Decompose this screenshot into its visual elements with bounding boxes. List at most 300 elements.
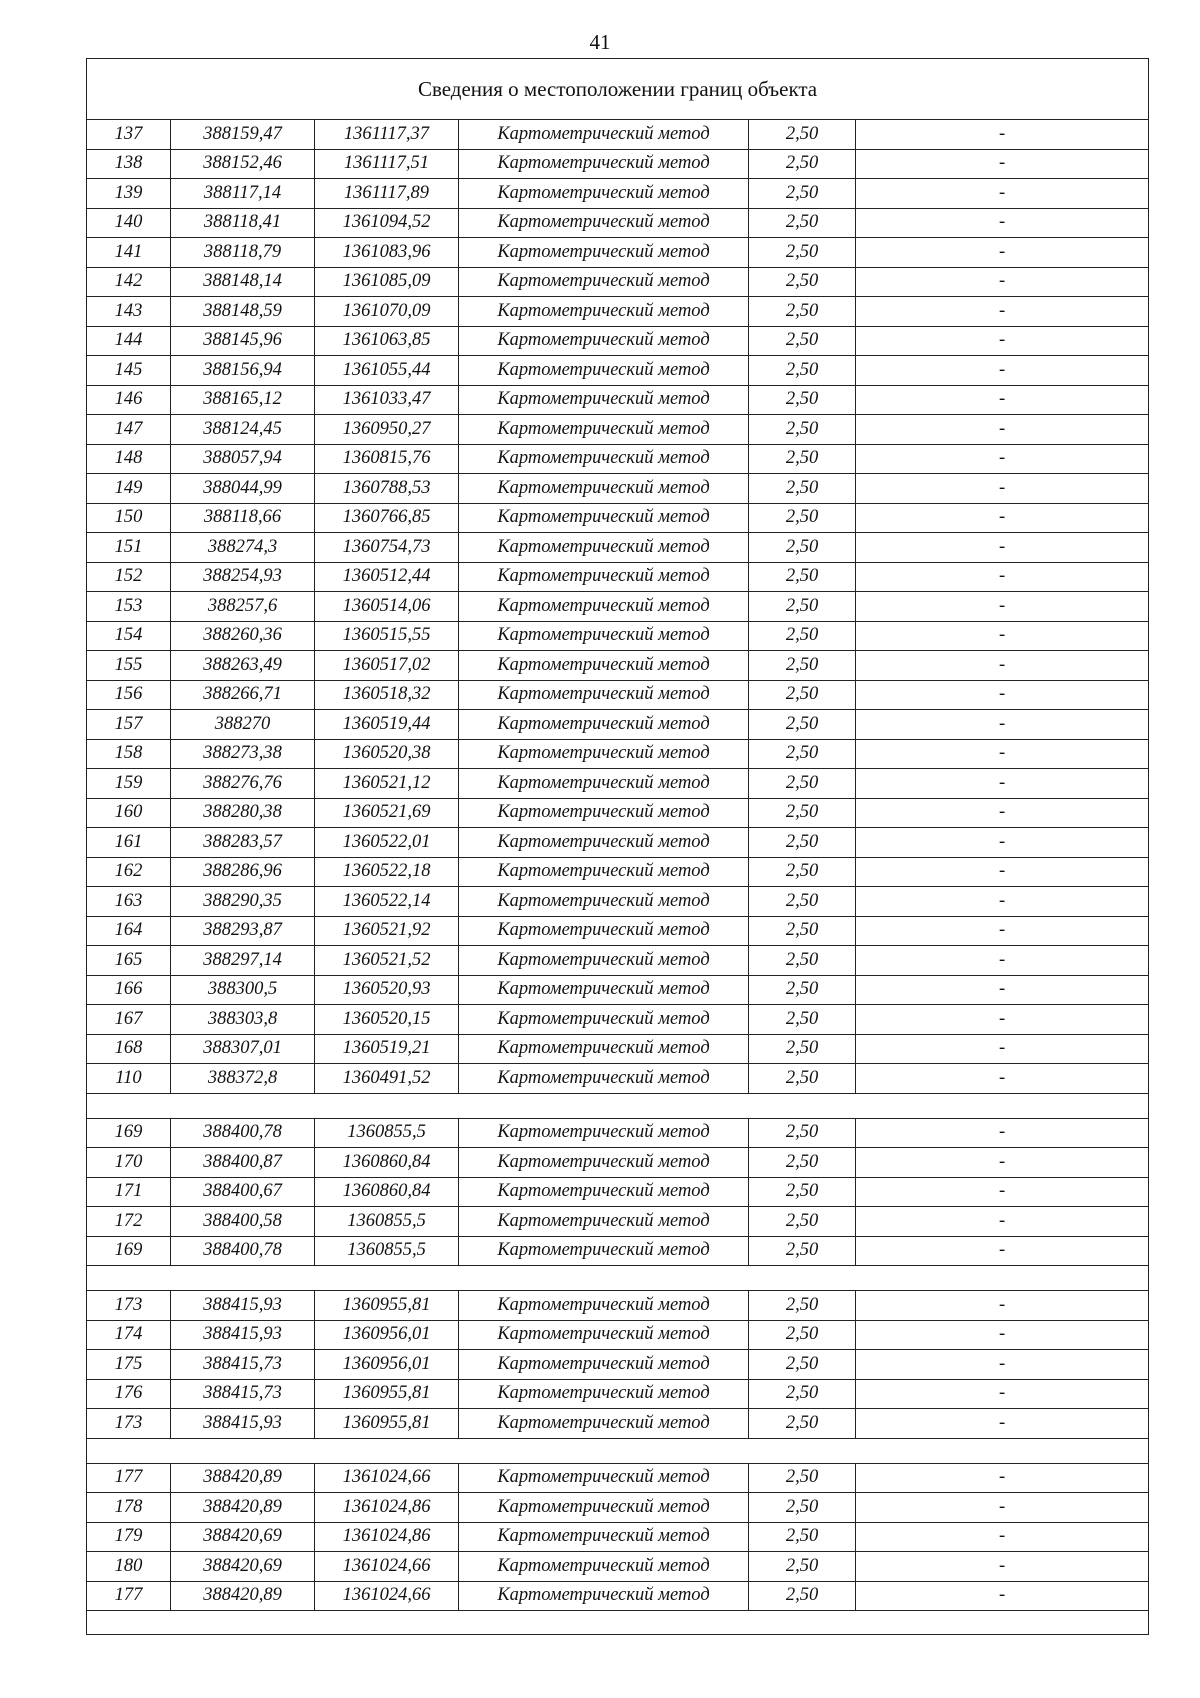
method-cell: Картометрический метод xyxy=(459,1291,749,1321)
description-cell: - xyxy=(856,1581,1149,1611)
table-row xyxy=(87,739,1149,769)
accuracy-cell: 2,50 xyxy=(749,1320,856,1350)
x-coordinate-cell: 388420,69 xyxy=(171,1552,315,1582)
description-cell: - xyxy=(856,857,1149,887)
point-number-cell: 173 xyxy=(87,1291,171,1321)
point-number-cell: 177 xyxy=(87,1463,171,1493)
x-coordinate-cell: 388118,41 xyxy=(171,208,315,238)
y-coordinate-cell: 1360955,81 xyxy=(315,1379,459,1409)
description-cell: - xyxy=(856,356,1149,386)
y-coordinate-cell: 1360955,81 xyxy=(315,1291,459,1321)
method-cell: Картометрический метод xyxy=(459,680,749,710)
x-coordinate-cell: 388420,69 xyxy=(171,1522,315,1552)
accuracy-cell: 2,50 xyxy=(749,1064,856,1094)
point-number-cell: 169 xyxy=(87,1236,171,1266)
description-cell: - xyxy=(856,1463,1149,1493)
accuracy-cell: 2,50 xyxy=(749,1034,856,1064)
point-number-cell: 151 xyxy=(87,533,171,563)
description-cell: - xyxy=(856,1005,1149,1035)
x-coordinate-cell: 388280,38 xyxy=(171,798,315,828)
description-cell: - xyxy=(856,503,1149,533)
method-cell: Картометрический метод xyxy=(459,208,749,238)
point-number-cell: 168 xyxy=(87,1034,171,1064)
table-row xyxy=(87,1522,1149,1552)
x-coordinate-cell: 388260,36 xyxy=(171,621,315,651)
method-cell: Картометрический метод xyxy=(459,1064,749,1094)
method-cell: Картометрический метод xyxy=(459,1207,749,1237)
method-cell: Картометрический метод xyxy=(459,415,749,445)
method-cell: Картометрический метод xyxy=(459,238,749,268)
y-coordinate-cell: 1361083,96 xyxy=(315,238,459,268)
description-cell: - xyxy=(856,1207,1149,1237)
description-cell: - xyxy=(856,1522,1149,1552)
y-coordinate-cell: 1360860,84 xyxy=(315,1177,459,1207)
y-coordinate-cell: 1361094,52 xyxy=(315,208,459,238)
description-cell: - xyxy=(856,1064,1149,1094)
table-body xyxy=(87,59,1149,1635)
separator-cell xyxy=(87,1266,1149,1291)
table-row xyxy=(87,1118,1149,1148)
table-row xyxy=(87,474,1149,504)
accuracy-cell: 2,50 xyxy=(749,415,856,445)
point-number-cell: 153 xyxy=(87,592,171,622)
y-coordinate-cell: 1361117,37 xyxy=(315,120,459,150)
y-coordinate-cell: 1360520,38 xyxy=(315,739,459,769)
x-coordinate-cell: 388145,96 xyxy=(171,326,315,356)
accuracy-cell: 2,50 xyxy=(749,710,856,740)
method-cell: Картометрический метод xyxy=(459,828,749,858)
description-cell: - xyxy=(856,798,1149,828)
description-cell: - xyxy=(856,562,1149,592)
method-cell: Картометрический метод xyxy=(459,1350,749,1380)
method-cell: Картометрический метод xyxy=(459,533,749,563)
x-coordinate-cell: 388044,99 xyxy=(171,474,315,504)
x-coordinate-cell: 388293,87 xyxy=(171,916,315,946)
accuracy-cell: 2,50 xyxy=(749,975,856,1005)
accuracy-cell: 2,50 xyxy=(749,828,856,858)
group-separator-row xyxy=(87,1438,1149,1463)
point-number-cell: 154 xyxy=(87,621,171,651)
accuracy-cell: 2,50 xyxy=(749,1409,856,1439)
group-separator-row xyxy=(87,1266,1149,1291)
x-coordinate-cell: 388286,96 xyxy=(171,857,315,887)
table-row xyxy=(87,120,1149,150)
y-coordinate-cell: 1360950,27 xyxy=(315,415,459,445)
table-row xyxy=(87,326,1149,356)
y-coordinate-cell: 1361055,44 xyxy=(315,356,459,386)
method-cell: Картометрический метод xyxy=(459,1118,749,1148)
y-coordinate-cell: 1361024,66 xyxy=(315,1581,459,1611)
table-row xyxy=(87,356,1149,386)
accuracy-cell: 2,50 xyxy=(749,179,856,209)
point-number-cell: 160 xyxy=(87,798,171,828)
method-cell: Картометрический метод xyxy=(459,1552,749,1582)
accuracy-cell: 2,50 xyxy=(749,592,856,622)
accuracy-cell: 2,50 xyxy=(749,562,856,592)
x-coordinate-cell: 388266,71 xyxy=(171,680,315,710)
method-cell: Картометрический метод xyxy=(459,592,749,622)
table-row xyxy=(87,710,1149,740)
x-coordinate-cell: 388057,94 xyxy=(171,444,315,474)
accuracy-cell: 2,50 xyxy=(749,1118,856,1148)
description-cell: - xyxy=(856,1236,1149,1266)
group-separator-row xyxy=(87,1611,1149,1635)
accuracy-cell: 2,50 xyxy=(749,1207,856,1237)
accuracy-cell: 2,50 xyxy=(749,326,856,356)
point-number-cell: 149 xyxy=(87,474,171,504)
point-number-cell: 146 xyxy=(87,385,171,415)
x-coordinate-cell: 388165,12 xyxy=(171,385,315,415)
point-number-cell: 164 xyxy=(87,916,171,946)
group-separator-row xyxy=(87,1093,1149,1118)
method-cell: Картометрический метод xyxy=(459,562,749,592)
method-cell: Картометрический метод xyxy=(459,474,749,504)
y-coordinate-cell: 1361024,66 xyxy=(315,1463,459,1493)
method-cell: Картометрический метод xyxy=(459,739,749,769)
description-cell: - xyxy=(856,1320,1149,1350)
point-number-cell: 174 xyxy=(87,1320,171,1350)
table-row xyxy=(87,798,1149,828)
x-coordinate-cell: 388148,59 xyxy=(171,297,315,327)
point-number-cell: 158 xyxy=(87,739,171,769)
x-coordinate-cell: 388307,01 xyxy=(171,1034,315,1064)
y-coordinate-cell: 1360520,15 xyxy=(315,1005,459,1035)
point-number-cell: 155 xyxy=(87,651,171,681)
page-number: 41 xyxy=(589,30,611,54)
description-cell: - xyxy=(856,946,1149,976)
table-row xyxy=(87,503,1149,533)
description-cell: - xyxy=(856,208,1149,238)
description-cell: - xyxy=(856,1552,1149,1582)
x-coordinate-cell: 388400,78 xyxy=(171,1118,315,1148)
method-cell: Картометрический метод xyxy=(459,798,749,828)
point-number-cell: 137 xyxy=(87,120,171,150)
accuracy-cell: 2,50 xyxy=(749,533,856,563)
accuracy-cell: 2,50 xyxy=(749,267,856,297)
accuracy-cell: 2,50 xyxy=(749,1552,856,1582)
point-number-cell: 142 xyxy=(87,267,171,297)
method-cell: Картометрический метод xyxy=(459,1581,749,1611)
method-cell: Картометрический метод xyxy=(459,651,749,681)
point-number-cell: 163 xyxy=(87,887,171,917)
y-coordinate-cell: 1361033,47 xyxy=(315,385,459,415)
boundary-coordinates-table xyxy=(86,58,1149,1635)
table-row xyxy=(87,1148,1149,1178)
method-cell: Картометрический метод xyxy=(459,444,749,474)
accuracy-cell: 2,50 xyxy=(749,680,856,710)
accuracy-cell: 2,50 xyxy=(749,1177,856,1207)
point-number-cell: 179 xyxy=(87,1522,171,1552)
description-cell: - xyxy=(856,1350,1149,1380)
description-cell: - xyxy=(856,1177,1149,1207)
accuracy-cell: 2,50 xyxy=(749,1148,856,1178)
point-number-cell: 162 xyxy=(87,857,171,887)
method-cell: Картометрический метод xyxy=(459,621,749,651)
table-row xyxy=(87,297,1149,327)
table-row xyxy=(87,1463,1149,1493)
description-cell: - xyxy=(856,267,1149,297)
separator-cell xyxy=(87,1438,1149,1463)
x-coordinate-cell: 388283,57 xyxy=(171,828,315,858)
table-row xyxy=(87,651,1149,681)
description-cell: - xyxy=(856,975,1149,1005)
y-coordinate-cell: 1360855,5 xyxy=(315,1207,459,1237)
table-row xyxy=(87,946,1149,976)
point-number-cell: 180 xyxy=(87,1552,171,1582)
y-coordinate-cell: 1360955,81 xyxy=(315,1409,459,1439)
point-number-cell: 143 xyxy=(87,297,171,327)
table-row xyxy=(87,179,1149,209)
table-row xyxy=(87,1350,1149,1380)
point-number-cell: 139 xyxy=(87,179,171,209)
y-coordinate-cell: 1360855,5 xyxy=(315,1118,459,1148)
point-number-cell: 171 xyxy=(87,1177,171,1207)
method-cell: Картометрический метод xyxy=(459,1493,749,1523)
description-cell: - xyxy=(856,710,1149,740)
x-coordinate-cell: 388152,46 xyxy=(171,149,315,179)
accuracy-cell: 2,50 xyxy=(749,651,856,681)
x-coordinate-cell: 388303,8 xyxy=(171,1005,315,1035)
y-coordinate-cell: 1360514,06 xyxy=(315,592,459,622)
table-row xyxy=(87,1064,1149,1094)
x-coordinate-cell: 388118,66 xyxy=(171,503,315,533)
point-number-cell: 145 xyxy=(87,356,171,386)
x-coordinate-cell: 388117,14 xyxy=(171,179,315,209)
x-coordinate-cell: 388400,67 xyxy=(171,1177,315,1207)
accuracy-cell: 2,50 xyxy=(749,1522,856,1552)
y-coordinate-cell: 1360521,52 xyxy=(315,946,459,976)
x-coordinate-cell: 388257,6 xyxy=(171,592,315,622)
accuracy-cell: 2,50 xyxy=(749,857,856,887)
x-coordinate-cell: 388415,93 xyxy=(171,1291,315,1321)
accuracy-cell: 2,50 xyxy=(749,1005,856,1035)
description-cell: - xyxy=(856,385,1149,415)
accuracy-cell: 2,50 xyxy=(749,444,856,474)
table-row xyxy=(87,887,1149,917)
x-coordinate-cell: 388270 xyxy=(171,710,315,740)
y-coordinate-cell: 1360855,5 xyxy=(315,1236,459,1266)
accuracy-cell: 2,50 xyxy=(749,887,856,917)
table-row xyxy=(87,562,1149,592)
point-number-cell: 173 xyxy=(87,1409,171,1439)
y-coordinate-cell: 1360518,32 xyxy=(315,680,459,710)
x-coordinate-cell: 388400,87 xyxy=(171,1148,315,1178)
description-cell: - xyxy=(856,415,1149,445)
x-coordinate-cell: 388148,14 xyxy=(171,267,315,297)
method-cell: Картометрический метод xyxy=(459,1236,749,1266)
method-cell: Картометрический метод xyxy=(459,326,749,356)
table-row xyxy=(87,975,1149,1005)
y-coordinate-cell: 1360491,52 xyxy=(315,1064,459,1094)
x-coordinate-cell: 388254,93 xyxy=(171,562,315,592)
y-coordinate-cell: 1360519,21 xyxy=(315,1034,459,1064)
table-row xyxy=(87,1320,1149,1350)
y-coordinate-cell: 1360512,44 xyxy=(315,562,459,592)
y-coordinate-cell: 1360815,76 xyxy=(315,444,459,474)
description-cell: - xyxy=(856,149,1149,179)
point-number-cell: 161 xyxy=(87,828,171,858)
point-number-cell: 166 xyxy=(87,975,171,1005)
y-coordinate-cell: 1360788,53 xyxy=(315,474,459,504)
y-coordinate-cell: 1361024,66 xyxy=(315,1552,459,1582)
table-row xyxy=(87,444,1149,474)
x-coordinate-cell: 388415,93 xyxy=(171,1409,315,1439)
description-cell: - xyxy=(856,1409,1149,1439)
y-coordinate-cell: 1360517,02 xyxy=(315,651,459,681)
table-row xyxy=(87,916,1149,946)
point-number-cell: 175 xyxy=(87,1350,171,1380)
x-coordinate-cell: 388276,76 xyxy=(171,769,315,799)
accuracy-cell: 2,50 xyxy=(749,946,856,976)
x-coordinate-cell: 388290,35 xyxy=(171,887,315,917)
accuracy-cell: 2,50 xyxy=(749,1236,856,1266)
table-row xyxy=(87,1236,1149,1266)
method-cell: Картометрический метод xyxy=(459,120,749,150)
point-number-cell: 148 xyxy=(87,444,171,474)
method-cell: Картометрический метод xyxy=(459,1463,749,1493)
description-cell: - xyxy=(856,1493,1149,1523)
table-row xyxy=(87,1034,1149,1064)
x-coordinate-cell: 388273,38 xyxy=(171,739,315,769)
table-row xyxy=(87,621,1149,651)
description-cell: - xyxy=(856,621,1149,651)
table-row xyxy=(87,415,1149,445)
y-coordinate-cell: 1361117,51 xyxy=(315,149,459,179)
description-cell: - xyxy=(856,326,1149,356)
accuracy-cell: 2,50 xyxy=(749,149,856,179)
table-row xyxy=(87,1552,1149,1582)
y-coordinate-cell: 1361063,85 xyxy=(315,326,459,356)
x-coordinate-cell: 388263,49 xyxy=(171,651,315,681)
table-row xyxy=(87,238,1149,268)
point-number-cell: 156 xyxy=(87,680,171,710)
description-cell: - xyxy=(856,238,1149,268)
description-cell: - xyxy=(856,739,1149,769)
accuracy-cell: 2,50 xyxy=(749,356,856,386)
method-cell: Картометрический метод xyxy=(459,887,749,917)
table-row xyxy=(87,1581,1149,1611)
point-number-cell: 150 xyxy=(87,503,171,533)
accuracy-cell: 2,50 xyxy=(749,238,856,268)
x-coordinate-cell: 388415,93 xyxy=(171,1320,315,1350)
accuracy-cell: 2,50 xyxy=(749,1350,856,1380)
y-coordinate-cell: 1360519,44 xyxy=(315,710,459,740)
table-row xyxy=(87,1379,1149,1409)
x-coordinate-cell: 388372,8 xyxy=(171,1064,315,1094)
description-cell: - xyxy=(856,533,1149,563)
description-cell: - xyxy=(856,1034,1149,1064)
accuracy-cell: 2,50 xyxy=(749,1493,856,1523)
y-coordinate-cell: 1361085,09 xyxy=(315,267,459,297)
method-cell: Картометрический метод xyxy=(459,916,749,946)
y-coordinate-cell: 1360860,84 xyxy=(315,1148,459,1178)
accuracy-cell: 2,50 xyxy=(749,1581,856,1611)
y-coordinate-cell: 1361024,86 xyxy=(315,1493,459,1523)
description-cell: - xyxy=(856,916,1149,946)
accuracy-cell: 2,50 xyxy=(749,208,856,238)
point-number-cell: 177 xyxy=(87,1581,171,1611)
table-row xyxy=(87,1409,1149,1439)
accuracy-cell: 2,50 xyxy=(749,1379,856,1409)
description-cell: - xyxy=(856,297,1149,327)
y-coordinate-cell: 1360520,93 xyxy=(315,975,459,1005)
accuracy-cell: 2,50 xyxy=(749,916,856,946)
accuracy-cell: 2,50 xyxy=(749,474,856,504)
table-row xyxy=(87,208,1149,238)
method-cell: Картометрический метод xyxy=(459,1522,749,1552)
table-row xyxy=(87,769,1149,799)
x-coordinate-cell: 388274,3 xyxy=(171,533,315,563)
method-cell: Картометрический метод xyxy=(459,179,749,209)
x-coordinate-cell: 388124,45 xyxy=(171,415,315,445)
y-coordinate-cell: 1360766,85 xyxy=(315,503,459,533)
separator-cell xyxy=(87,1093,1149,1118)
accuracy-cell: 2,50 xyxy=(749,1291,856,1321)
description-cell: - xyxy=(856,1379,1149,1409)
x-coordinate-cell: 388420,89 xyxy=(171,1493,315,1523)
x-coordinate-cell: 388118,79 xyxy=(171,238,315,268)
method-cell: Картометрический метод xyxy=(459,769,749,799)
y-coordinate-cell: 1360956,01 xyxy=(315,1350,459,1380)
table-row xyxy=(87,149,1149,179)
method-cell: Картометрический метод xyxy=(459,975,749,1005)
point-number-cell: 165 xyxy=(87,946,171,976)
table-row xyxy=(87,1493,1149,1523)
point-number-cell: 157 xyxy=(87,710,171,740)
x-coordinate-cell: 388420,89 xyxy=(171,1581,315,1611)
separator-cell xyxy=(87,1611,1149,1635)
description-cell: - xyxy=(856,474,1149,504)
x-coordinate-cell: 388159,47 xyxy=(171,120,315,150)
method-cell: Картометрический метод xyxy=(459,1379,749,1409)
method-cell: Картометрический метод xyxy=(459,356,749,386)
x-coordinate-cell: 388420,89 xyxy=(171,1463,315,1493)
accuracy-cell: 2,50 xyxy=(749,503,856,533)
point-number-cell: 178 xyxy=(87,1493,171,1523)
description-cell: - xyxy=(856,1148,1149,1178)
table-row xyxy=(87,267,1149,297)
method-cell: Картометрический метод xyxy=(459,267,749,297)
description-cell: - xyxy=(856,444,1149,474)
table-row xyxy=(87,385,1149,415)
point-number-cell: 169 xyxy=(87,1118,171,1148)
table-row xyxy=(87,533,1149,563)
point-number-cell: 141 xyxy=(87,238,171,268)
table-row xyxy=(87,1207,1149,1237)
description-cell: - xyxy=(856,120,1149,150)
point-number-cell: 172 xyxy=(87,1207,171,1237)
y-coordinate-cell: 1360521,92 xyxy=(315,916,459,946)
y-coordinate-cell: 1360522,01 xyxy=(315,828,459,858)
accuracy-cell: 2,50 xyxy=(749,120,856,150)
description-cell: - xyxy=(856,769,1149,799)
point-number-cell: 159 xyxy=(87,769,171,799)
accuracy-cell: 2,50 xyxy=(749,1463,856,1493)
y-coordinate-cell: 1360521,69 xyxy=(315,798,459,828)
method-cell: Картометрический метод xyxy=(459,297,749,327)
description-cell: - xyxy=(856,592,1149,622)
y-coordinate-cell: 1360754,73 xyxy=(315,533,459,563)
accuracy-cell: 2,50 xyxy=(749,385,856,415)
boundary-table-container xyxy=(86,58,1148,1635)
method-cell: Картометрический метод xyxy=(459,149,749,179)
accuracy-cell: 2,50 xyxy=(749,798,856,828)
method-cell: Картометрический метод xyxy=(459,1148,749,1178)
point-number-cell: 144 xyxy=(87,326,171,356)
y-coordinate-cell: 1360522,14 xyxy=(315,887,459,917)
point-number-cell: 176 xyxy=(87,1379,171,1409)
table-row xyxy=(87,680,1149,710)
